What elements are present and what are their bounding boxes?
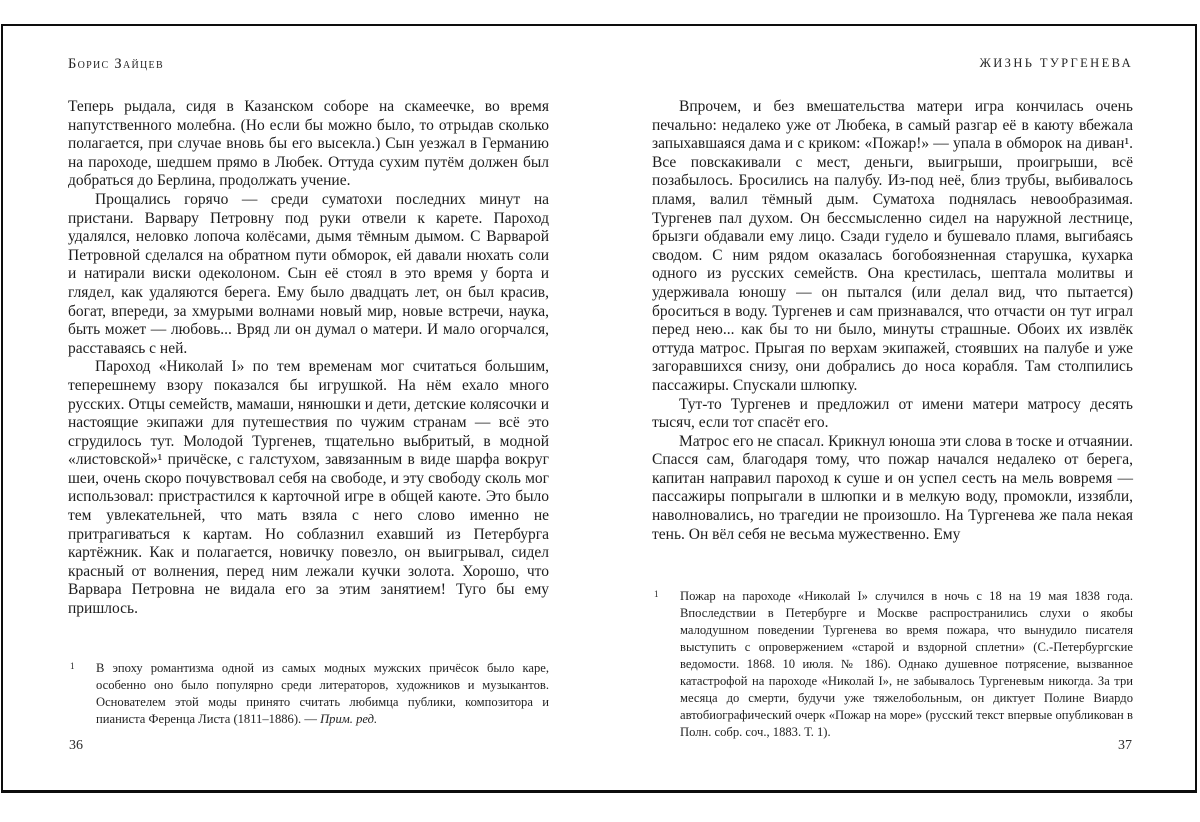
page-left	[68, 26, 549, 790]
book-spread-scan	[1, 24, 1197, 793]
footnote-body-text: В эпоху романтизма одной из самых модных мужских причёсок было каре, особенно оно было популярно среди литераторов, художников и музыкантов. Основателем этой моды принято считать любимца публики, композитора и пианиста Ференца Листа (1811–1886). —	[96, 661, 549, 726]
paragraph: Впрочем, и без вмешательства матери игра кончилась очень печально: недалеко уже от Любека, в самый разгар её в каюту вбежала запыхавшаяся дама и с криком: «Пожар!» — упала в обморок на диван¹. Все повскакивали с мест, деньги, выигрыши, проигрыши, всё позабылось. Бросились на палубу. Из-под неё, близ трубы, выбивалось пламя, валил тёмный дым. Суматоха поднялась невообразимая. Тургенев пал духом. Он бессмысленно сидел на наружной лестнице, брызги обдавали ему лицо. Сзади гудело и бушевало пламя, выгибаясь сводом. С ним рядом оказалась богобоязненная старушка, кухарка одного из русских семейств. Она крестилась, шептала молитвы и удерживала юношу — он пытался (или делал вид, что пытается) броситься в воду. Тургенев и сам признавался, что отчасти он тут играл перед нею... как бы то ни было, минуты страшные. Обоих их извлёк оттуда матрос. Прыгая по верхам экипажей, стоявших на палубе и уже загоравшихся снизу, они добрались до носа корабля. Там столпились пассажиры. Спускали шлюпку.	[652, 98, 1133, 394]
footnote-marker: 1	[70, 661, 75, 671]
right-page-body	[652, 98, 1133, 544]
footnote-left	[68, 660, 549, 728]
footnote-source: Прим. ред.	[320, 712, 378, 726]
page-number-right: 37	[1118, 738, 1132, 753]
footnote-right	[652, 588, 1133, 741]
footnote-text	[96, 660, 549, 728]
paragraph: Пароход «Николай I» по тем временам мог считаться большим, теперешнему взору показался бы игрушкой. На нём ехало много русских. Отцы семейств, мамаши, нянюшки и дети, детские колясочки и настоящие экипажи для путешествия по чужим странам — всё это сгрудилось тут. Молодой Тургенев, тщательно выбритый, в модной «листовской»¹ причёске, с галстухом, завязанным в виде шарфа вокруг шеи, очень скоро почувствовал себя на свободе, и эту свободу сколь мог использовал: пристрастился к карточной игре в общей каюте. Это было тем увлекательней, что мать взяла с него слово именно не притрагиваться к картам. Но соблазнил ехавший из Петербурга картёжник. Как и полагается, новичку повезло, он выигрывал, сидел красный от волнения, перед ним лежали кучки золота. Хорошо, что Варвара Петровна не видала его за этим занятием! Туго бы ему пришлось.	[68, 358, 549, 618]
paragraph: Тут-то Тургенев и предложил от имени матери матросу десять тысяч, если тот спасёт его.	[652, 395, 1133, 432]
paragraph: Прощались горячо — среди суматохи последних минут на пристани. Варвару Петровну под руки отвели к карете. Пароход удалялся, неловко лопоча колёсами, дымя тёмным дымом. С Варварой Петровной сделался на обратном пути обморок, ей давали нюхать соли и натирали виски одеколоном. Сын её стоял в это время у борта и глядел, как удаляются берега. Ему было двадцать лет, он был красив, богат, впереди, за хмурыми волнами новый мир, новые встречи, наука, быть может — любовь... Вряд ли он думал о матери. И мало огорчался, расставаясь с ней.	[68, 190, 549, 357]
footnote-text	[680, 588, 1133, 741]
footnote-body-text: Пожар на пароходе «Николай I» случился в ночь с 18 на 19 мая 1838 года. Впоследствии в Петербурге и Москве распространились слухи о якобы малодушном поведении Тургенева во время пожара, что вынудило писателя выступить с опровержением «старой и вздорной сплетни» (С.-Петербургские ведомости. 1868. 10 июля. № 186). Однако душевное потрясение, вызванное катастрофой на пароходе «Николай I», не забывалось Тургеневым никогда. За три месяца до смерти, будучи уже тяжелобольным, он диктует Полине Виардо автобиографический очерк «Пожар на море» (русский текст впервые опубликован в Полн. собр. соч., 1883. Т. 1).	[680, 589, 1133, 739]
paragraph: Матрос его не спасал. Крикнул юноша эти слова в тоске и отчаянии. Спасся сам, благодаря тому, что пожар начался недалеко от берега, капитан направил пароход к суше и он успел сесть на мель вовремя — пассажиры попрыгали в шлюпки и в мелкую воду, промокли, иззябли, наволновались, но трагедии не произошло. На Тургенева же пала некая тень. Он вёл себя не весьма мужественно. Ему	[652, 432, 1133, 543]
paragraph: Теперь рыдала, сидя в Казанском соборе на скамеечке, во время напутственного молебна. (Но если бы можно было, то отрыдав сколько полагается, при случае вновь бы его высекла.) Сын уезжал в Германию на пароходе, шедшем прямо в Любек. Оттуда сухим путём должен был добраться до Берлина, продолжать учение.	[68, 98, 549, 190]
page-right	[652, 26, 1133, 790]
page-number-left: 36	[69, 738, 83, 753]
running-head-book-title: ЖИЗНЬ ТУРГЕНЕВА	[979, 56, 1133, 70]
running-head-author: Борис Зайцев	[68, 56, 164, 72]
left-page-body	[68, 98, 549, 619]
footnote-marker: 1	[654, 589, 659, 599]
